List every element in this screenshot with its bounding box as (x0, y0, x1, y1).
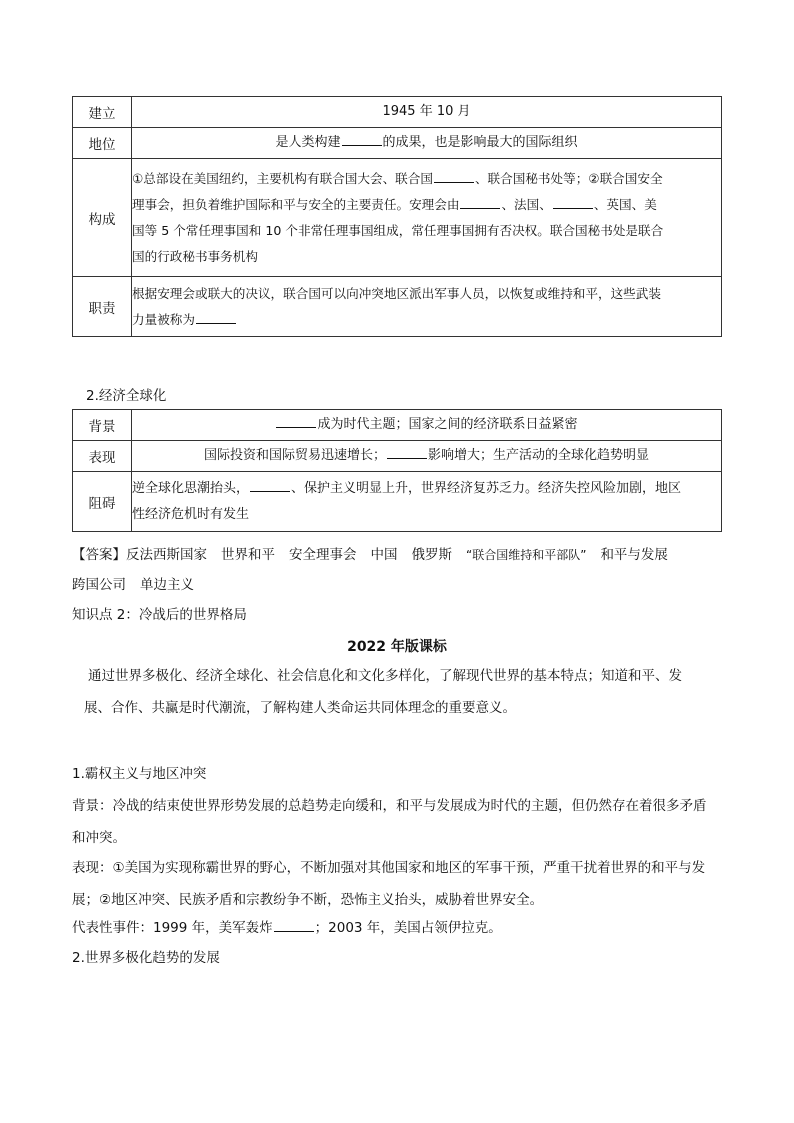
text-segment: 国的行政秘书事务机构 (132, 248, 258, 264)
text-segment: 成为时代主题；国家之间的经济联系日益紧密 (317, 417, 578, 432)
blank-line (460, 194, 500, 209)
row-value (132, 159, 722, 277)
background-line: 背景：冷战的结束使世界形势发展的总趋势走向缓和，和平与发展成为时代的主题，但仍然存在着很多矛盾 (72, 798, 707, 814)
table-row (73, 441, 722, 472)
standard-text (84, 660, 714, 724)
row-key: 阻碍 (73, 472, 132, 532)
answer-item: “联合国维持和平部队” (466, 548, 587, 562)
text-segment: 性经济危机时有发生 (132, 506, 250, 522)
text-segment: 国际投资和国际贸易迅速增长； (203, 448, 386, 463)
section1-title: 1.霸权主义与地区冲突 (72, 766, 207, 782)
blank-line (274, 917, 314, 932)
answer-line (72, 545, 722, 565)
standard-text-line: 通过世界多极化、经济全球化、社会信息化和文化多样化，了解现代世界的基本特点；知道和平、发 (88, 668, 682, 684)
text-segment: 根据安理会或联大的决议，联合国可以向冲突地区派出军事人员，以恢复或维持和平，这些武装 (132, 285, 661, 301)
section2-title: 2.世界多极化趋势的发展 (72, 950, 220, 966)
performance-line: 展；②地区冲突、民族矛盾和宗教纷争不断，恐怖主义抬头，威胁着世界安全。 (72, 892, 544, 908)
performance-line: 表现：①美国为实现称霸世界的野心，不断加强对其他国家和地区的军事干预，严重干扰着世界的和平与发 (72, 860, 706, 876)
blank-line (250, 477, 290, 492)
answer-label: 【答案】 (72, 547, 126, 563)
answer-item: 中国 (370, 547, 398, 563)
row-key: 地位 (73, 128, 132, 159)
blank-line (387, 444, 427, 459)
blank-line (434, 168, 474, 183)
row-value (132, 277, 722, 337)
text-segment: 国等 5 个常任理事国和 10 个非常任理事国组成，常任理事国拥有否决权。联合国秘书处是联合 (132, 222, 664, 238)
text-segment: 理事会，担负着维护国际和平与安全的主要责任。安理会由 (132, 196, 460, 212)
text-segment: 的成果，也是影响最大的国际组织 (382, 135, 578, 150)
row-key: 背景 (73, 410, 132, 441)
standard-title: 2022 年版课标 (347, 639, 447, 655)
answer-item: 安全理事会 (289, 547, 357, 563)
background-text (72, 790, 722, 854)
row-key: 建立 (73, 97, 132, 128)
table-row (73, 472, 722, 532)
answer-item: 世界和平 (221, 547, 275, 563)
performance-text (72, 852, 722, 916)
blank-line (342, 131, 382, 146)
answer-item: 反法西斯国家 (126, 547, 207, 563)
globalization-table (72, 409, 722, 532)
text-segment: 影响增大；生产活动的全球化趋势明显 (428, 448, 650, 463)
blank-line (276, 413, 316, 428)
event-post: ；2003 年，美国占领伊拉克。 (314, 920, 502, 936)
row-value (132, 410, 722, 441)
event-pre: 代表性事件：1999 年，美军轰炸 (72, 920, 273, 936)
answer-item: 跨国公司 (72, 577, 126, 593)
table-row (73, 97, 722, 128)
knowledge-point-title: 知识点 2：冷战后的世界格局 (72, 607, 247, 623)
text-segment: 、联合国秘书处等；②联合国安全 (474, 170, 663, 186)
table-row (73, 159, 722, 277)
background-line: 和冲突。 (72, 830, 126, 846)
row-value (132, 441, 722, 472)
blank-line (553, 194, 593, 209)
answer-item: 单边主义 (140, 577, 194, 593)
row-key: 职责 (73, 277, 132, 337)
text-segment: 力量被称为 (132, 311, 195, 327)
text-segment: 、英国、美 (593, 196, 657, 212)
row-value: 1945 年 10 月 (132, 97, 722, 128)
text-segment: ①总部设在美国纽约，主要机构有联合国大会、联合国 (132, 170, 433, 186)
text-segment: 、法国、 (501, 196, 552, 212)
text-segment: 逆全球化思潮抬头， (132, 480, 250, 496)
blank-line (196, 309, 236, 324)
answer-item: 俄罗斯 (411, 547, 452, 563)
table-row (73, 277, 722, 337)
un-table (72, 96, 722, 337)
row-key: 表现 (73, 441, 132, 472)
table-row (73, 410, 722, 441)
standard-text-line: 展、合作、共赢是时代潮流，了解构建人类命运共同体理念的重要意义。 (84, 700, 516, 716)
event-text (72, 912, 722, 944)
text-segment: 、保护主义明显上升，世界经济复苏乏力。经济失控风险加剧，地区 (291, 480, 682, 496)
table-row (73, 128, 722, 159)
row-key: 构成 (73, 159, 132, 277)
row-value (132, 472, 722, 532)
section-heading-economic: 2.经济全球化 (86, 388, 167, 404)
answer-line-2 (72, 575, 722, 595)
text-segment: 是人类构建 (275, 135, 341, 150)
answer-item: 和平与发展 (600, 547, 668, 563)
row-value (132, 128, 722, 159)
